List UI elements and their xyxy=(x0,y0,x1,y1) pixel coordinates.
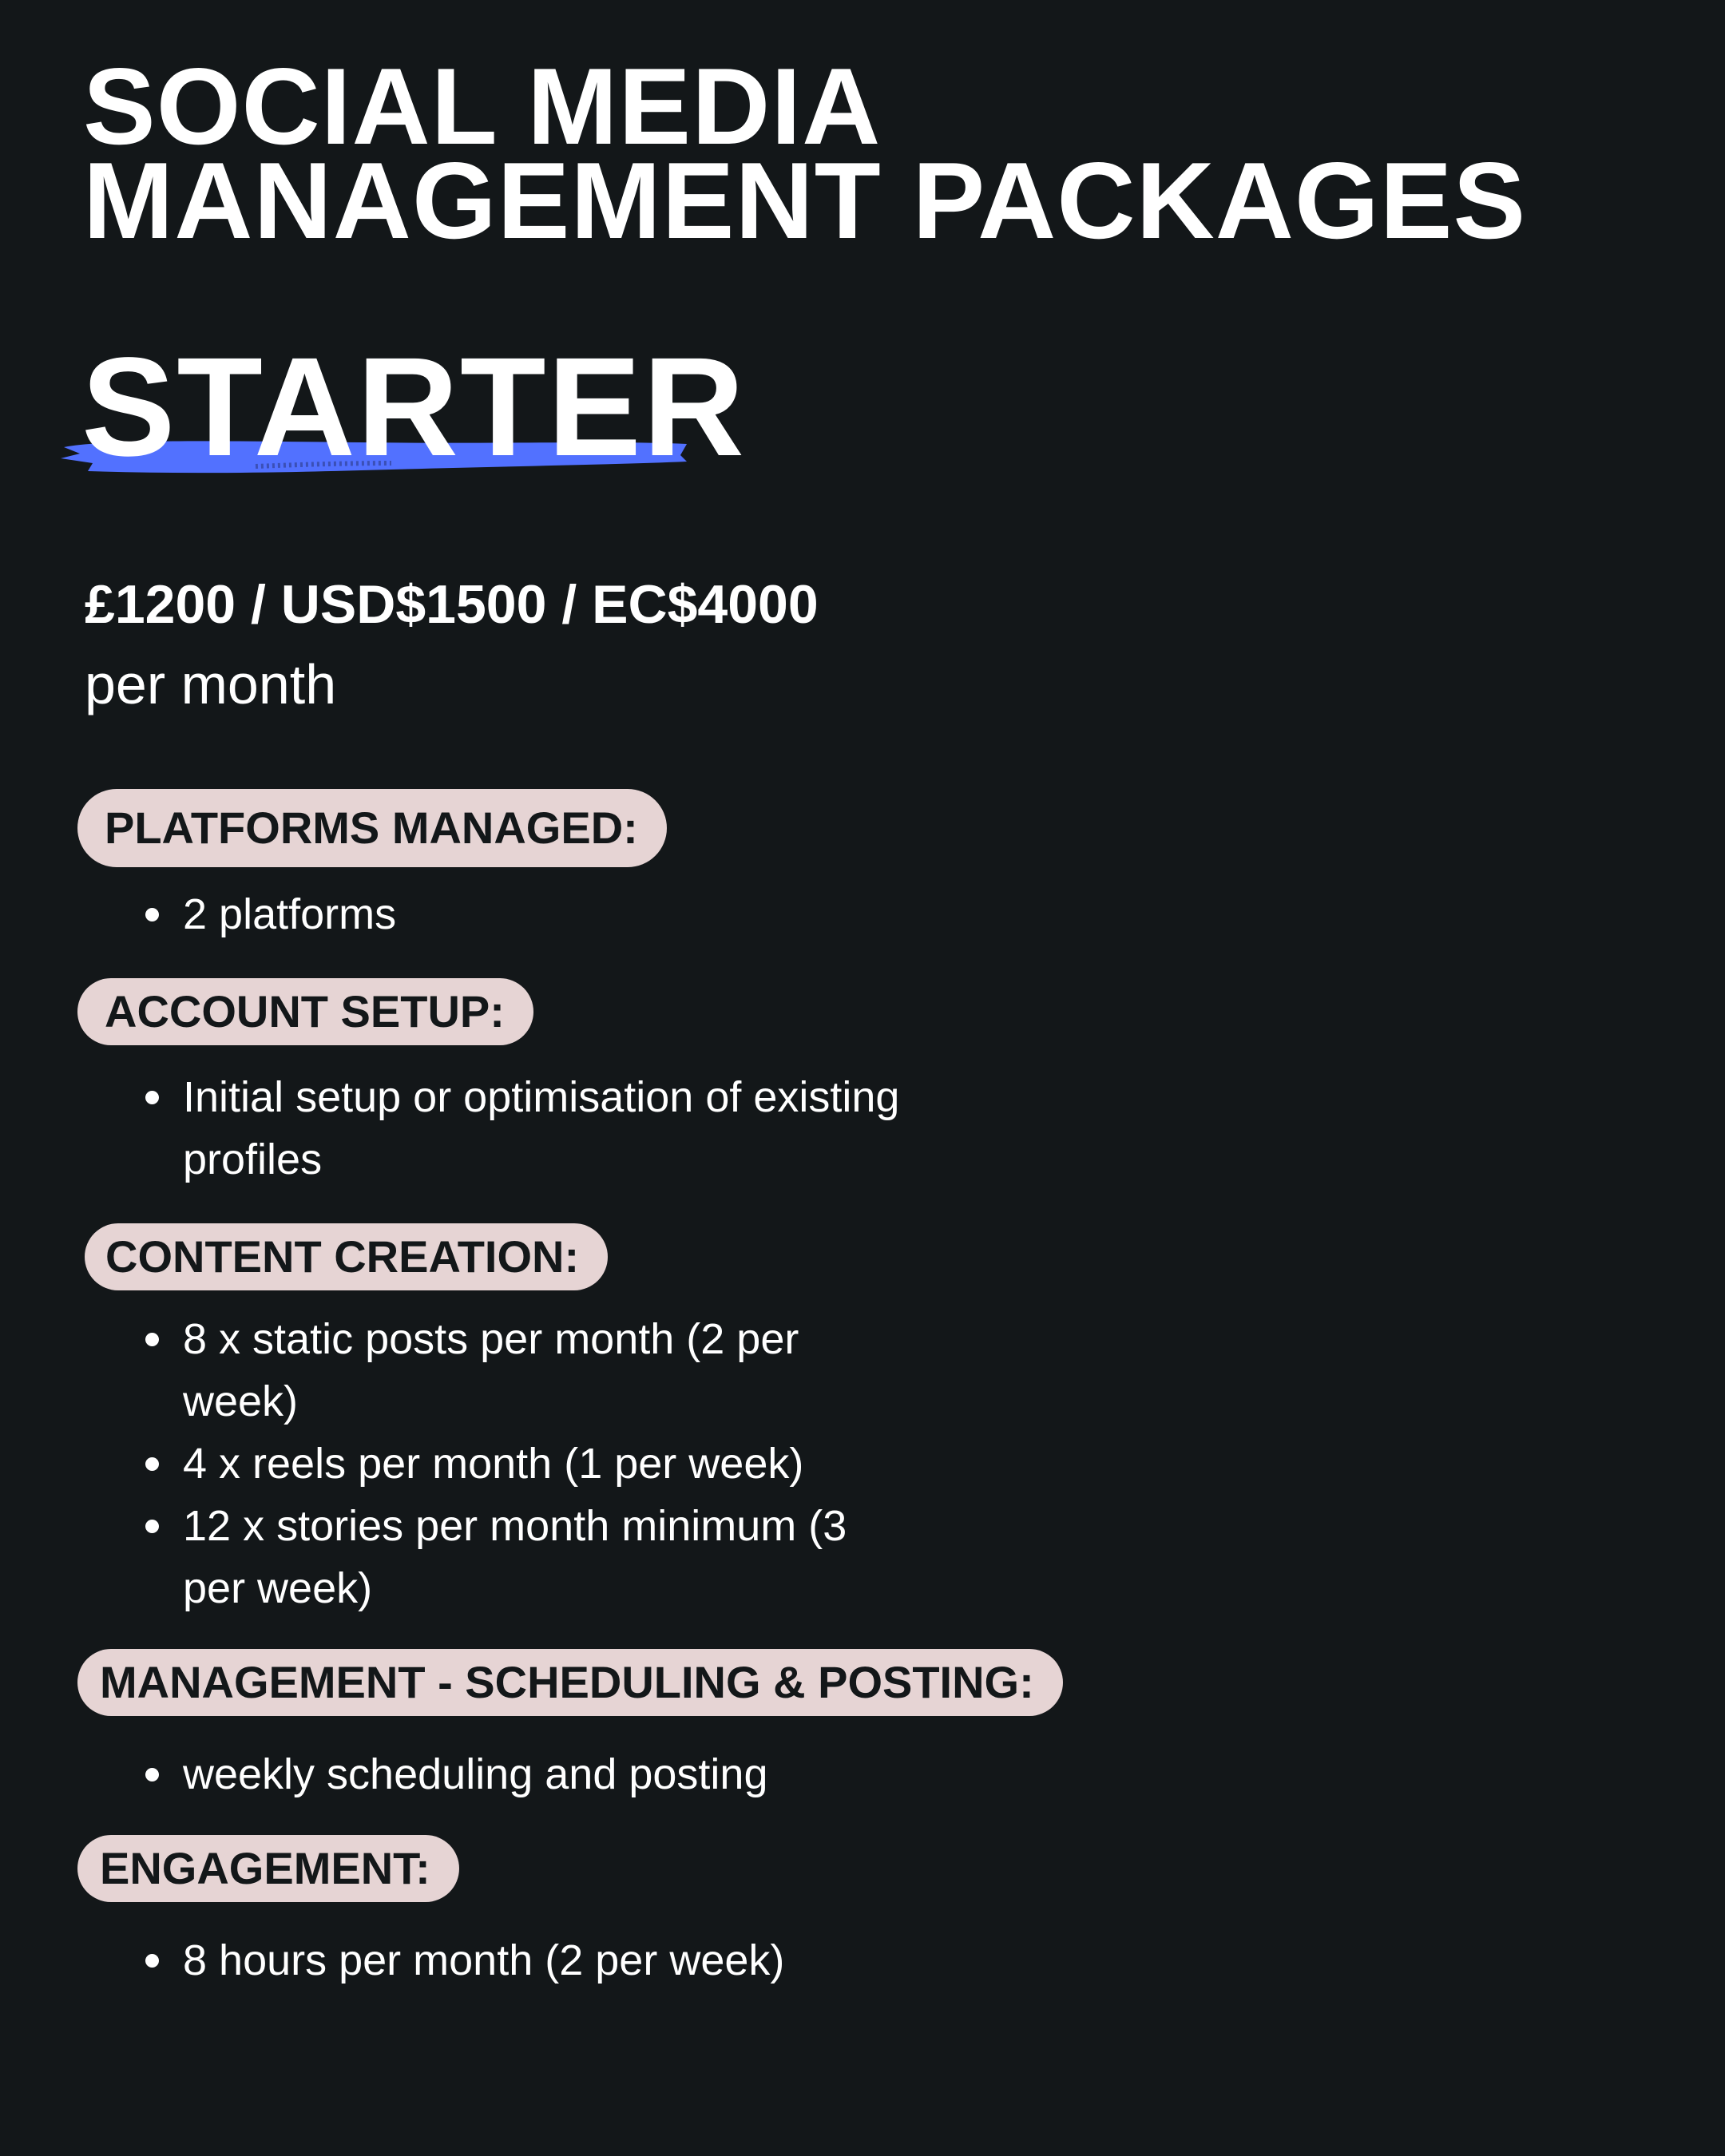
section-heading: PLATFORMS MANAGED: xyxy=(77,789,667,867)
section-account-setup xyxy=(0,978,1725,1191)
bullet-list xyxy=(0,1308,1725,1619)
page-title-line-1: SOCIAL MEDIA xyxy=(83,46,882,167)
section-heading: ACCOUNT SETUP: xyxy=(77,978,533,1045)
bullet-list xyxy=(0,1929,1725,1992)
billing-period: per month xyxy=(85,653,337,715)
list-item: 2 platforms xyxy=(0,883,902,945)
list-item: 12 x stories per month minimum (3 per week) xyxy=(0,1495,902,1619)
package-name: STARTER xyxy=(81,329,747,485)
section-heading: ENGAGEMENT: xyxy=(77,1835,459,1902)
section-heading: MANAGEMENT - SCHEDULING & POSTING: xyxy=(77,1649,1063,1716)
list-item: Initial setup or optimisation of existing profiles xyxy=(0,1066,902,1191)
page-title xyxy=(83,46,1680,261)
bullet-list xyxy=(0,883,1725,945)
list-item: 4 x reels per month (1 per week) xyxy=(0,1433,902,1495)
section-management xyxy=(0,1649,1725,1805)
page-title-line-2: MANAGEMENT PACKAGES xyxy=(83,140,1527,261)
section-platforms-managed xyxy=(0,789,1725,945)
section-content-creation xyxy=(0,1223,1725,1619)
list-item: weekly scheduling and posting xyxy=(0,1743,902,1805)
package-tier-header xyxy=(56,329,775,519)
section-engagement xyxy=(0,1835,1725,1992)
list-item: 8 hours per month (2 per week) xyxy=(0,1929,902,1992)
section-heading: CONTENT CREATION: xyxy=(85,1223,608,1290)
bullet-list xyxy=(0,1743,1725,1805)
list-item: 8 x static posts per month (2 per week) xyxy=(0,1308,902,1433)
price: £1200 / USD$1500 / EC$4000 xyxy=(85,574,819,635)
bullet-list xyxy=(0,1066,1725,1191)
